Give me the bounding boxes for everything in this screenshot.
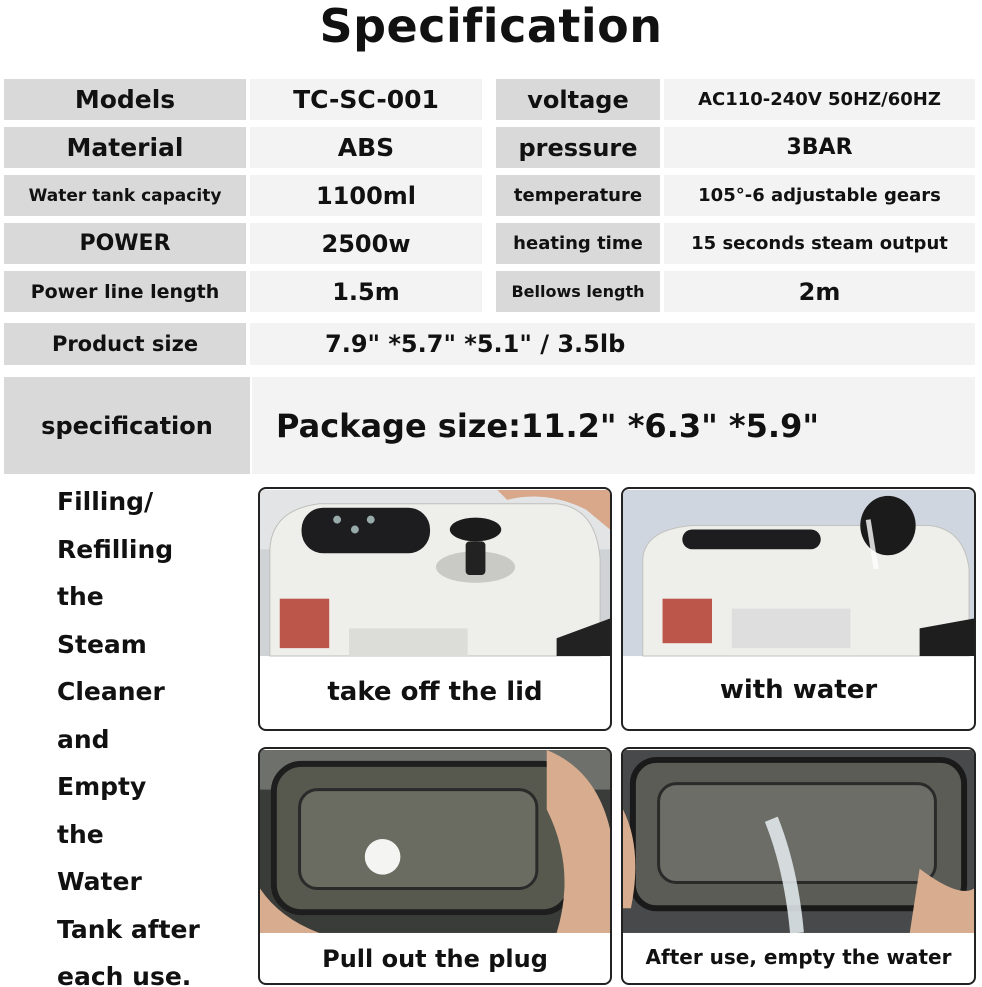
- power-value: 2500w: [250, 223, 482, 264]
- package-size-value: Package size:11.2" *6.3" *5.9": [252, 377, 975, 474]
- instruction-line: Steam: [57, 629, 147, 659]
- instruction-line: Cleaner: [57, 677, 165, 706]
- instruction-line: Empty: [57, 772, 147, 801]
- tank-empty-photo: [623, 749, 974, 934]
- panel-pull-plug: [258, 747, 612, 985]
- instruction-line: Water: [57, 867, 142, 896]
- power-line-value: 1.5m: [250, 271, 482, 312]
- caption-take-off-lid: take off the lid: [327, 677, 543, 707]
- page-title: Specification: [319, 0, 663, 53]
- instruction-line: each use.: [57, 962, 192, 987]
- instruction-line: the: [57, 582, 104, 611]
- bellows-label: Bellows length: [496, 271, 660, 312]
- caption-with-water: with water: [719, 675, 878, 705]
- heating-label: heating time: [496, 223, 660, 264]
- pressure-label: pressure: [496, 127, 660, 168]
- temperature-value: 105°-6 adjustable gears: [664, 175, 975, 216]
- steam-cleaner-lid-photo: [260, 489, 610, 657]
- material-value: ABS: [250, 127, 482, 168]
- instruction-line: and: [57, 724, 110, 754]
- temperature-label: temperature: [496, 175, 660, 216]
- models-label: Models: [4, 79, 246, 120]
- caption-empty-water: After use, empty the water: [645, 945, 952, 969]
- pressure-value: 3BAR: [664, 127, 975, 168]
- heating-value: 15 seconds steam output: [664, 223, 975, 264]
- power-label: POWER: [4, 223, 246, 264]
- instruction-line: the: [57, 819, 104, 849]
- instruction-line: Filling/: [57, 487, 154, 516]
- instructions-text: [57, 478, 247, 987]
- specification-label: specification: [4, 377, 250, 474]
- caption-pull-plug: Pull out the plug: [322, 945, 548, 973]
- panel-with-water: [621, 487, 976, 731]
- product-size-label: Product size: [4, 323, 246, 365]
- bellows-value: 2m: [664, 271, 975, 312]
- tank-value: 1100ml: [250, 175, 482, 216]
- voltage-value: AC110-240V 50HZ/60HZ: [664, 79, 975, 120]
- voltage-label: voltage: [496, 79, 660, 120]
- steam-cleaner-water-photo: [623, 489, 974, 657]
- panel-take-off-lid: [258, 487, 612, 731]
- product-size-value: 7.9" *5.7" *5.1" / 3.5lb: [250, 323, 975, 365]
- panel-empty-water: [621, 747, 976, 985]
- tank-label: Water tank capacity: [4, 175, 246, 216]
- material-label: Material: [4, 127, 246, 168]
- tank-plug-photo: [260, 749, 610, 934]
- instruction-line: Tank after: [57, 914, 200, 944]
- instruction-line: Refilling: [57, 534, 174, 564]
- models-value: TC-SC-001: [250, 79, 482, 120]
- power-line-label: Power line length: [4, 271, 246, 312]
